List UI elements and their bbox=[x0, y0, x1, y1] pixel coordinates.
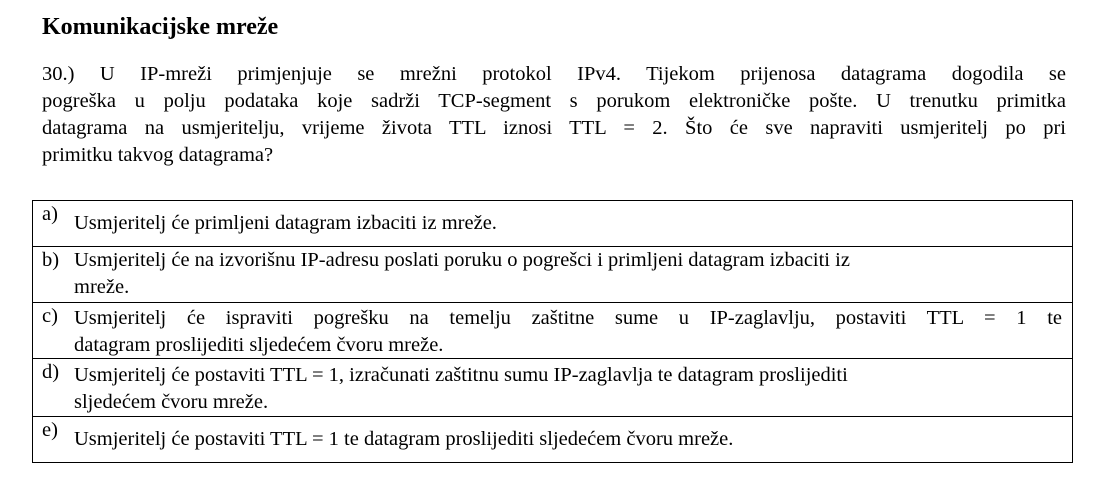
option-line: Usmjeritelj će postaviti TTL = 1 te datagram proslijediti sljedećem čvoru mreže. bbox=[74, 428, 734, 450]
option-line: Usmjeritelj će postaviti TTL = 1, izračunati zaštitnu sumu IP-zaglavlja te datagram proslijediti bbox=[74, 364, 848, 386]
option-text bbox=[74, 210, 1062, 237]
option-line: mreže. bbox=[74, 276, 130, 298]
answer-option-c[interactable] bbox=[33, 303, 1072, 359]
option-text bbox=[74, 247, 1062, 301]
option-line: sljedećem čvoru mreže. bbox=[74, 391, 269, 413]
option-letter: d) bbox=[42, 361, 60, 383]
option-letter: c) bbox=[42, 305, 58, 327]
option-line: datagram proslijediti sljedećem čvoru mreže. bbox=[74, 334, 444, 356]
answer-option-e[interactable] bbox=[33, 417, 1072, 462]
option-letter: b) bbox=[42, 249, 60, 271]
section-title: Komunikacijske mreže bbox=[42, 14, 279, 40]
question-line: 30.) U IP-mreži primjenjuje se mrežni protokol IPv4. Tijekom prijenosa datagrama dogodila se bbox=[42, 63, 1066, 85]
option-text bbox=[74, 305, 1062, 359]
question-line: datagrama na usmjeritelju, vrijeme života TTL iznosi TTL = 2. Što će sve napraviti usmjeritelj po pri bbox=[42, 117, 1066, 139]
question-text bbox=[42, 61, 1066, 169]
option-letter: a) bbox=[42, 203, 58, 225]
question-line: pogreška u polju podataka koje sadrži TCP-segment s porukom elektroničke pošte. U trenutku primitka bbox=[42, 90, 1066, 112]
answer-option-a[interactable] bbox=[33, 201, 1072, 247]
option-text bbox=[74, 362, 1062, 416]
option-text bbox=[74, 426, 1062, 453]
option-line: Usmjeritelj će na izvorišnu IP-adresu poslati poruku o pogrešci i primljeni datagram izbaciti iz bbox=[74, 249, 850, 271]
option-line: Usmjeritelj će ispraviti pogrešku na temelju zaštitne sume u IP-zaglavlju, postaviti TTL = 1 te bbox=[74, 307, 1062, 329]
question-line: primitku takvog datagrama? bbox=[42, 144, 274, 166]
answer-options-table bbox=[32, 200, 1073, 463]
option-line: Usmjeritelj će primljeni datagram izbaciti iz mreže. bbox=[74, 212, 497, 234]
answer-option-b[interactable] bbox=[33, 247, 1072, 303]
answer-option-d[interactable] bbox=[33, 359, 1072, 417]
option-letter: e) bbox=[42, 419, 58, 441]
